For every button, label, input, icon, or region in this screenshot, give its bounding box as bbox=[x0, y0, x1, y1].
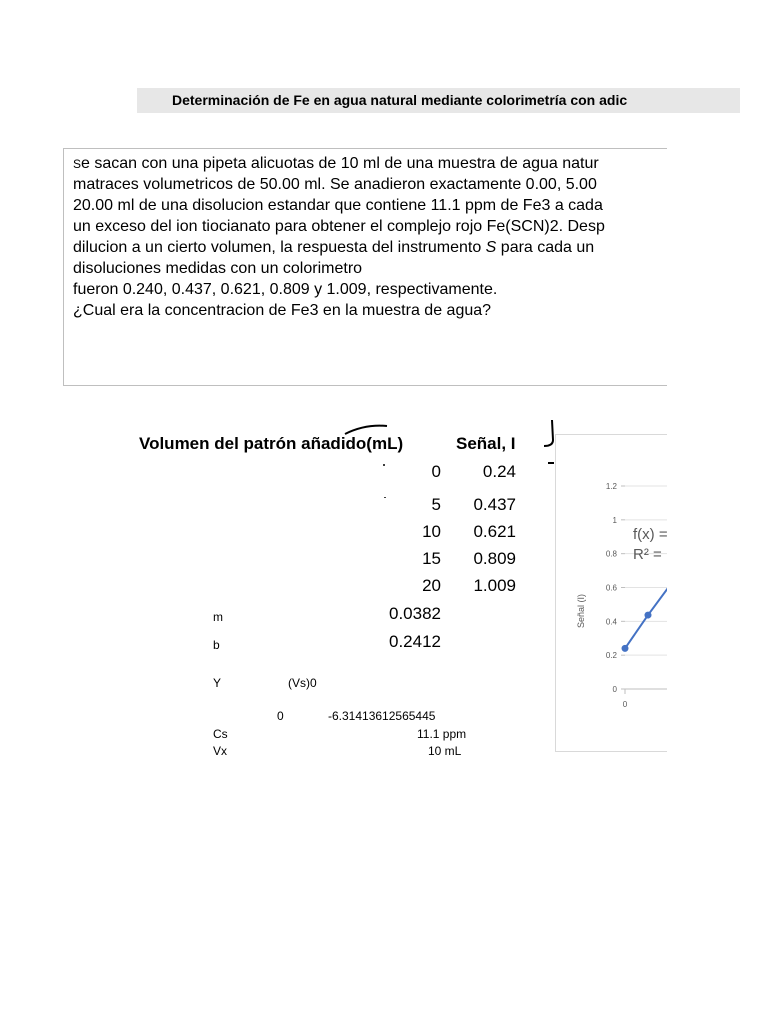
signal-cell-1: 0.24 bbox=[482, 462, 516, 481]
slope-value: 0.0382 bbox=[389, 604, 441, 623]
problem-line-8: ¿Cual era la concentracion de Fe3 en la muestra de agua? bbox=[73, 302, 492, 319]
y-tick-label: 0.8 bbox=[605, 549, 617, 559]
problem-line-2: matraces volumetricos de 50.00 ml. Se anadieron exactamente 0.00, 5.00 bbox=[73, 176, 597, 193]
trendline-equation: f(x) = bbox=[633, 526, 668, 543]
chart-svg bbox=[556, 435, 667, 752]
vx-value: 10 mL bbox=[428, 744, 462, 758]
problem-line-3: 20.00 ml de una disolucion estandar que contiene 11.1 ppm de Fe3 a cada bbox=[73, 197, 603, 214]
handwriting-marks bbox=[340, 418, 560, 498]
y-axis-title: Señal (I) bbox=[576, 593, 586, 629]
problem-first-letter: S bbox=[73, 157, 82, 171]
problem-line-5-post: para cada un bbox=[496, 239, 595, 256]
intercept-value: 0.2412 bbox=[389, 632, 441, 651]
col-header-volume: Volumen del patrón añadido(mL) bbox=[139, 434, 404, 453]
y-tick-label: 0.6 bbox=[605, 583, 617, 593]
signal-cell-3: 0.621 bbox=[473, 522, 516, 541]
intercept-label: b bbox=[213, 638, 220, 652]
y-tick-label: 1.2 bbox=[605, 482, 617, 491]
problem-line-7: fueron 0.240, 0.437, 0.621, 0.809 y 1.009, respectivamente. bbox=[73, 281, 498, 298]
y-tick-label: 0.2 bbox=[605, 651, 617, 661]
signal-cell-5: 1.009 bbox=[473, 576, 516, 595]
y-tick-label: 0.4 bbox=[605, 617, 617, 627]
problem-line-5-pre: dilucion a un cierto volumen, la respuesta del instrumento bbox=[73, 239, 486, 256]
y-tick-label: 0 bbox=[612, 685, 617, 694]
problem-line-4: un exceso del ion tiocianato para obtener el complejo rojo Fe(SCN)2. Desp bbox=[73, 218, 605, 235]
y-tick-label: 1 bbox=[612, 515, 617, 525]
problem-line-6: disoluciones medidas con un colorimetro bbox=[73, 260, 363, 277]
vs0-label: (Vs)0 bbox=[288, 676, 317, 690]
signal-cell-4: 0.809 bbox=[473, 549, 516, 568]
problem-line-1-text: e sacan con una pipeta alicuotas de 10 ml de una muestra de agua natur bbox=[81, 155, 599, 172]
volume-cell-1: 0 bbox=[431, 462, 441, 481]
data-point bbox=[622, 645, 629, 652]
problem-line-5 bbox=[73, 237, 594, 258]
problem-text-box bbox=[63, 148, 667, 386]
col-header-signal: Señal, I bbox=[456, 434, 516, 453]
slope-label: m bbox=[213, 610, 223, 624]
vs0-value: -6.31413612565445 bbox=[328, 709, 436, 723]
data-point bbox=[645, 612, 652, 619]
calibration-chart[interactable] bbox=[555, 434, 667, 752]
y-label: Y bbox=[213, 676, 222, 690]
cs-label: Cs bbox=[213, 727, 228, 741]
sheet-title: Determinación de Fe en agua natural mediante colorimetría con adic bbox=[172, 92, 628, 108]
problem-variable-s: S bbox=[485, 239, 497, 256]
volume-cell-3: 10 bbox=[422, 522, 441, 541]
volume-cell-2: 5 bbox=[431, 495, 441, 514]
x-tick-label: 0 bbox=[622, 700, 628, 709]
volume-cell-4: 15 bbox=[422, 549, 441, 568]
problem-line-1 bbox=[73, 153, 599, 175]
y-value: 0 bbox=[277, 709, 284, 723]
sheet-title-band bbox=[137, 88, 740, 113]
r-squared-label: R² = bbox=[633, 546, 662, 563]
cs-value: 11.1 ppm bbox=[417, 727, 467, 741]
volume-cell-5: 20 bbox=[422, 576, 441, 595]
signal-cell-2: 0.437 bbox=[473, 495, 516, 514]
vx-label: Vx bbox=[213, 744, 228, 758]
